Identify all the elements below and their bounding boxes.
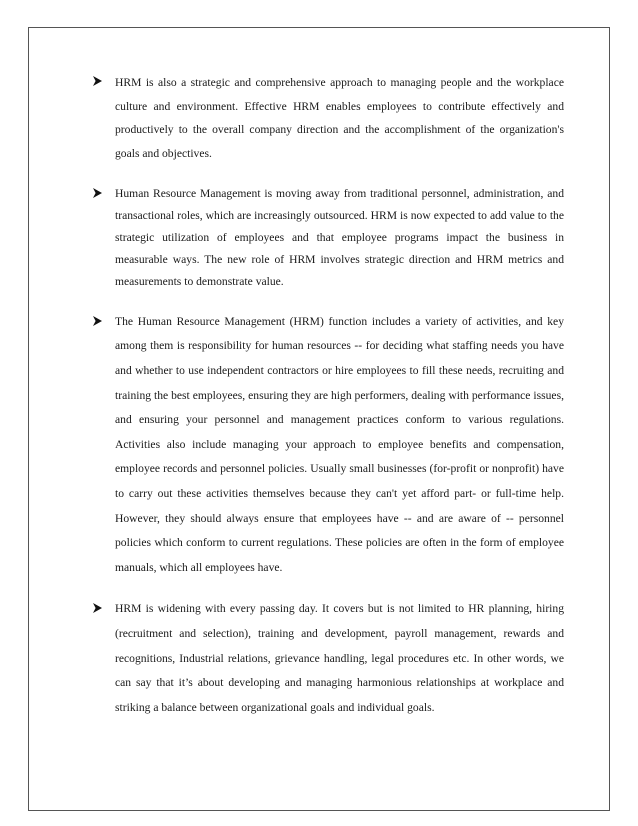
bullet-item bbox=[93, 597, 564, 720]
arrowhead-bullet-icon bbox=[93, 597, 105, 622]
arrowhead-bullet-icon bbox=[93, 71, 105, 95]
bullet-list bbox=[93, 71, 564, 737]
arrowhead-bullet-icon bbox=[93, 310, 105, 335]
paragraph-text: HRM is also a strategic and comprehensive approach to managing people and the workplace culture and environment. Effective HRM enables employees to contribute effectively and productively to the overall company direction and the accomplishment of the organization's goals and objectives. bbox=[115, 76, 564, 161]
paragraph-text: HRM is widening with every passing day. It covers but is not limited to HR planning, hiring (recruitment and selection), training and development, payroll management, rewards and recognitions, Industrial relations, grievance handling, legal procedures etc. In other words, we can say that it’s about developing and managing harmonious relationships at workplace and striking a balance between organizational goals and individual goals. bbox=[115, 602, 564, 714]
bullet-item bbox=[93, 71, 564, 166]
arrowhead-bullet-icon bbox=[93, 183, 105, 205]
paragraph-text: The Human Resource Management (HRM) function includes a variety of activities, and key among them is responsibility for human resources -- for deciding what staffing needs you have and whether to use independent contractors or hire employees to fill these needs, recruiting and training the best employees, ensuring they are high performers, dealing with performance issues, and ensuring your personnel and management practices conform to various regulations. Activities also include managing your approach to employee benefits and compensation, employee records and personnel policies. Usually small businesses (for-profit or nonprofit) have to carry out these activities themselves because they can't yet afford part- or full-time help. However, they should always ensure that employees have -- and are aware of -- personnel policies which conform to current regulations. These policies are often in the form of employee manuals, which all employees have. bbox=[115, 314, 564, 574]
bullet-item bbox=[93, 183, 564, 293]
paragraph-text: Human Resource Management is moving away from traditional personnel, administration, and transactional roles, which are increasingly outsourced. HRM is now expected to add value to the strategic utilization of employees and that employee programs impact the business in measurable ways. The new role of HRM involves strategic direction and HRM metrics and measurements to demonstrate value. bbox=[115, 186, 564, 288]
bullet-item bbox=[93, 310, 564, 581]
